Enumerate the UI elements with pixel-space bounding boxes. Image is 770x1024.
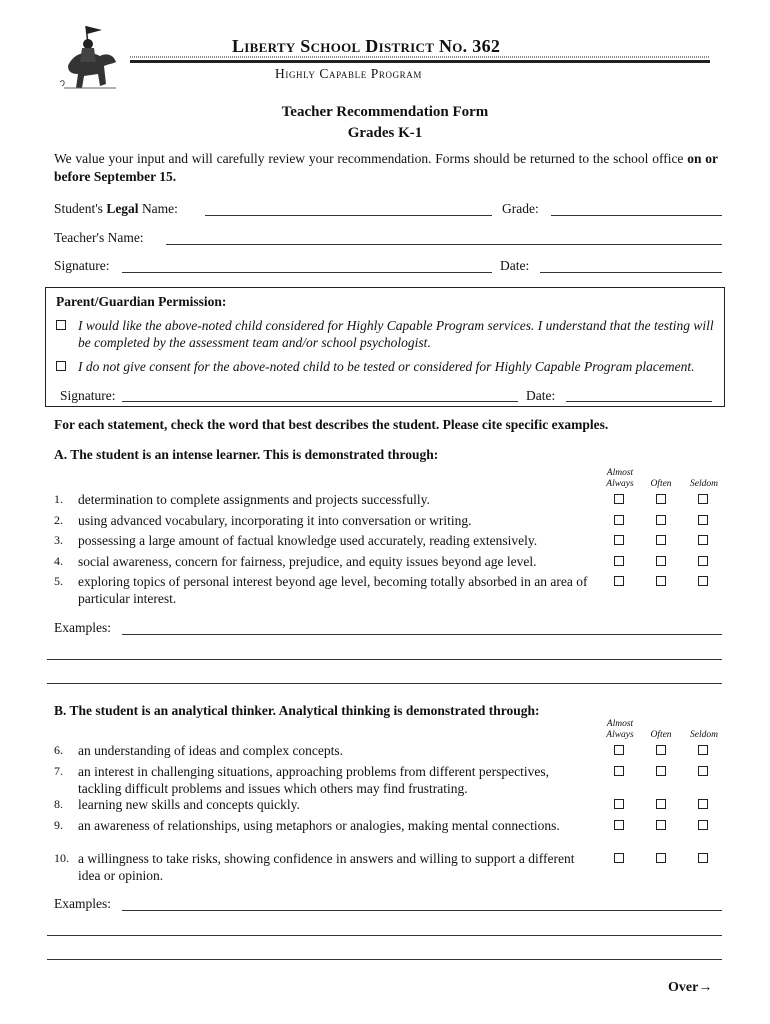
seldom-checkbox[interactable] [698,799,708,809]
almost-always-checkbox[interactable] [614,494,624,504]
statement-number: 2. [54,513,63,527]
examples-b-line[interactable] [122,910,722,911]
parent-signature-field[interactable] [122,401,518,402]
statement-text: a willingness to take risks, showing confidence in answers and willing to support a different idea or opinion. [78,851,575,883]
almost-always-checkbox[interactable] [614,745,624,755]
statement-number: 7. [54,764,63,778]
examples-a-line[interactable] [47,683,722,684]
seldom-checkbox[interactable] [698,535,708,545]
date-field[interactable] [540,272,722,273]
grade-field[interactable] [551,215,722,216]
section-b-title: B. The student is an analytical thinker. Analytical thinking is demonstrated through: [54,703,540,718]
statement-number: 9. [54,818,63,832]
statement-number: 6. [54,743,63,757]
statement-number: 1. [54,492,63,506]
permission-title: Parent/Guardian Permission: [56,294,227,309]
almost-always-checkbox[interactable] [614,799,624,809]
examples-a-label: Examples: [54,620,111,635]
form-grades: Grades K-1 [347,125,423,141]
examples-b-line[interactable] [47,935,722,936]
over-label: Over→ [668,980,713,995]
col-almost-always-a: Almost Always [606,468,634,489]
statement-number: 10. [54,851,69,865]
often-checkbox[interactable] [656,799,666,809]
statement-number: 5. [54,574,63,588]
no-consent-checkbox[interactable] [56,361,66,371]
teacher-name-field[interactable] [166,244,722,245]
almost-always-checkbox[interactable] [614,853,624,863]
intro-text: We value your input and will carefully review your recommendation. Forms should be returned to the school office on or before September 15. [54,151,719,184]
parent-date-field[interactable] [566,401,712,402]
seldom-checkbox[interactable] [698,853,708,863]
often-checkbox[interactable] [656,556,666,566]
knight-logo [56,22,122,98]
statement-text: determination to complete assignments and projects successfully. [78,492,430,507]
statement-text: an interest in challenging situations, approaching problems from different perspectives, tackling difficult problems and issues which others may find frustrating. [78,764,549,796]
consent-text: I would like the above-noted child considered for Highly Capable Program services. I understand that the testing will be completed by the assessment team and/or school psychologist. [78,318,714,350]
col-seldom-a: Seldom [690,479,718,489]
signature-label: Signature: [54,258,110,273]
district-title: Liberty School District No. 362 [232,36,501,56]
seldom-checkbox[interactable] [698,766,708,776]
statement-text: using advanced vocabulary, incorporating it into conversation or writing. [78,513,472,528]
examples-a-line[interactable] [122,634,722,635]
seldom-checkbox[interactable] [698,745,708,755]
header-rule [130,60,710,63]
parent-date-label: Date: [526,388,556,403]
grade-label: Grade: [502,201,539,216]
section-a-title: A. The student is an intense learner. This is demonstrated through: [54,447,439,462]
col-almost-always-b: Almost Always [606,719,634,740]
almost-always-checkbox[interactable] [614,766,624,776]
instructions: For each statement, check the word that best describes the student. Please cite specific examples. [54,417,609,432]
teacher-name-label: Teacher's Name: [54,230,144,245]
almost-always-checkbox[interactable] [614,515,624,525]
statement-text: an awareness of relationships, using metaphors or analogies, making mental connections. [78,818,560,833]
form-title: Teacher Recommendation Form [281,104,489,120]
seldom-checkbox[interactable] [698,515,708,525]
date-label: Date: [500,258,530,273]
col-often-a: Often [650,479,672,489]
parent-signature-label: Signature: [60,388,116,403]
statement-number: 4. [54,554,63,568]
examples-a-line[interactable] [47,659,722,660]
seldom-checkbox[interactable] [698,556,708,566]
col-seldom-b: Seldom [690,730,718,740]
statement-text: social awareness, concern for fairness, prejudice, and equity issues beyond age level. [78,554,537,569]
signature-field[interactable] [122,272,492,273]
often-checkbox[interactable] [656,745,666,755]
no-consent-text: I do not give consent for the above-noted child to be tested or considered for Highly Capable Program placement. [78,359,695,374]
program-subtitle: Highly Capable Program [275,66,422,81]
often-checkbox[interactable] [656,494,666,504]
often-checkbox[interactable] [656,535,666,545]
statement-text: exploring topics of personal interest beyond age level, becoming totally absorbed in an area of particular interest. [78,574,588,606]
seldom-checkbox[interactable] [698,820,708,830]
almost-always-checkbox[interactable] [614,535,624,545]
seldom-checkbox[interactable] [698,494,708,504]
student-name-label: Student's Legal Name: [54,201,178,216]
often-checkbox[interactable] [656,515,666,525]
header-rule-dotted [130,56,710,58]
examples-b-line[interactable] [47,959,722,960]
almost-always-checkbox[interactable] [614,576,624,586]
student-name-field[interactable] [205,215,492,216]
col-often-b: Often [650,730,672,740]
consent-checkbox[interactable] [56,320,66,330]
often-checkbox[interactable] [656,820,666,830]
often-checkbox[interactable] [656,766,666,776]
statement-number: 3. [54,533,63,547]
often-checkbox[interactable] [656,576,666,586]
examples-b-label: Examples: [54,896,111,911]
seldom-checkbox[interactable] [698,576,708,586]
statement-text: an understanding of ideas and complex concepts. [78,743,344,758]
almost-always-checkbox[interactable] [614,556,624,566]
often-checkbox[interactable] [656,853,666,863]
almost-always-checkbox[interactable] [614,820,624,830]
statement-text: possessing a large amount of factual knowledge used accurately, reading extensively. [78,533,538,548]
statement-text: learning new skills and concepts quickly. [78,797,300,812]
statement-number: 8. [54,797,63,811]
